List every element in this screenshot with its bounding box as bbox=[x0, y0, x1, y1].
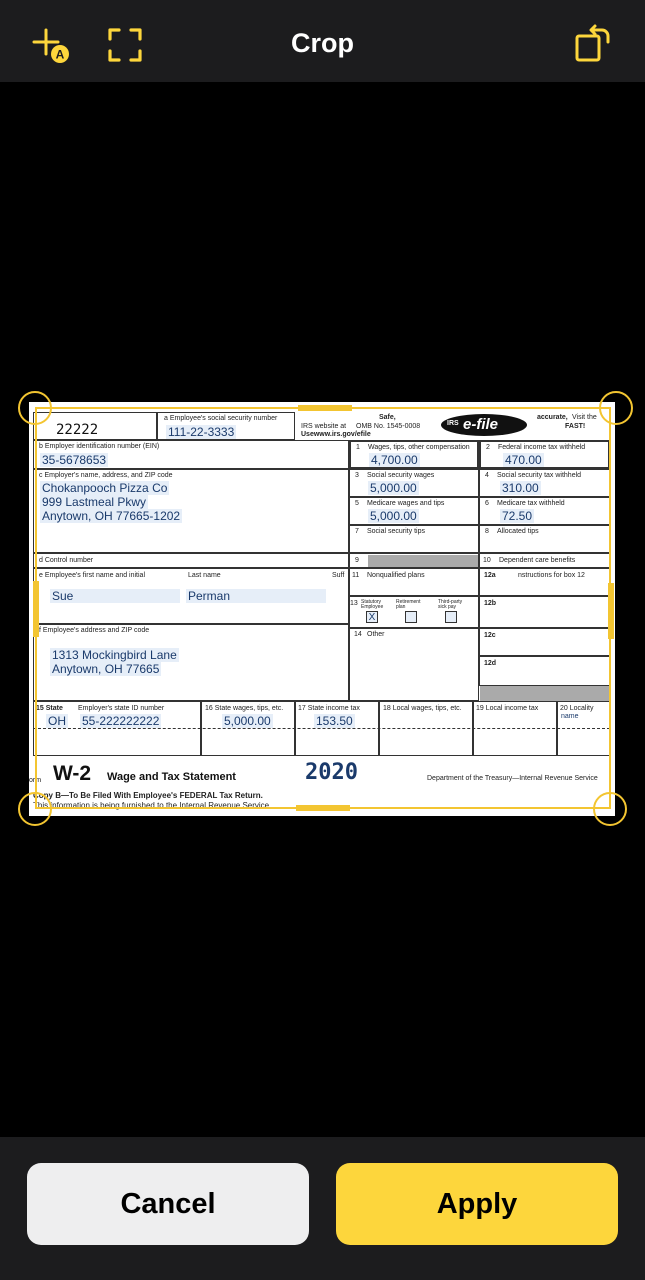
safe-label: Safe, bbox=[379, 414, 396, 421]
control-code: 22222 bbox=[56, 422, 99, 438]
first-name-label: e Employee's first name and initial bbox=[39, 572, 145, 579]
fast-label: FAST! bbox=[565, 423, 586, 430]
box12b bbox=[479, 596, 610, 628]
box3-label: Social security wages bbox=[367, 472, 435, 479]
department: Department of the Treasury—Internal Revenue Service bbox=[427, 775, 598, 782]
crop-handle-bottom-left[interactable] bbox=[18, 792, 52, 826]
box12-shade bbox=[480, 686, 609, 701]
crop-handle-bottom-right[interactable] bbox=[593, 792, 627, 826]
box7 bbox=[349, 525, 479, 553]
box12a-label: 12a bbox=[484, 572, 496, 579]
box5-label: Medicare wages and tips bbox=[367, 500, 445, 507]
box10 bbox=[479, 553, 610, 568]
thirdparty-checkbox bbox=[445, 611, 457, 623]
box14-label: Other bbox=[367, 631, 385, 638]
suff-label: Suff bbox=[332, 572, 345, 579]
use-url: Usewww.irs.gov/efile bbox=[301, 431, 371, 438]
form-word: orm bbox=[29, 777, 42, 784]
box12b-label: 12b bbox=[484, 600, 497, 607]
rotate-icon[interactable] bbox=[570, 22, 616, 68]
ssn-value: 111-22-3333 bbox=[168, 425, 235, 439]
box11-num: 11 bbox=[352, 572, 360, 579]
state-id-value: 55-222222222 bbox=[82, 714, 160, 728]
box10-label: Dependent care benefits bbox=[499, 557, 576, 564]
crop-edge-top[interactable] bbox=[298, 405, 352, 411]
box5-num: 5 bbox=[355, 500, 359, 507]
box13 bbox=[349, 596, 479, 628]
employer-box bbox=[33, 469, 349, 553]
box3-num: 3 bbox=[355, 472, 359, 479]
efile-text: e-file bbox=[463, 416, 499, 433]
box8-num: 8 bbox=[485, 528, 489, 535]
box9 bbox=[349, 553, 479, 568]
box2-num: 2 bbox=[486, 444, 490, 451]
employer-city: Anytown, OH 77665-1202 bbox=[42, 509, 181, 523]
page-title: Crop bbox=[291, 28, 354, 58]
ein-value: 35-5678653 bbox=[42, 453, 107, 467]
employee-address-box bbox=[33, 624, 349, 701]
box1-num: 1 bbox=[356, 444, 360, 451]
employer-name: Chokanpooch Pizza Co bbox=[42, 481, 168, 495]
furnished-note: This information is being furnished to the Internal Revenue Service. bbox=[33, 801, 272, 810]
box18-label: 18 Local wages, tips, etc. bbox=[383, 705, 462, 712]
box6-num: 6 bbox=[485, 500, 489, 507]
box12c-label: 12c bbox=[484, 632, 496, 639]
employer-label: c Employer's name, address, and ZIP code bbox=[39, 472, 173, 479]
box11 bbox=[349, 568, 479, 596]
w2-document bbox=[29, 402, 615, 816]
crop-edge-right[interactable] bbox=[608, 583, 614, 639]
employer-street: 999 Lastmeal Pkwy bbox=[42, 495, 147, 509]
crop-edge-bottom[interactable] bbox=[296, 805, 350, 811]
ein-box bbox=[33, 440, 349, 469]
box12d-label: 12d bbox=[484, 660, 497, 667]
state-value: OH bbox=[48, 714, 66, 728]
box9-shade bbox=[368, 555, 478, 567]
form-title: Wage and Tax Statement bbox=[107, 771, 236, 783]
ein-label: b Employer identification number (EIN) bbox=[39, 443, 160, 450]
box13-statutory: Statutory Employee bbox=[361, 599, 384, 610]
box2-value: 470.00 bbox=[505, 453, 542, 467]
employee-city: Anytown, OH 77665 bbox=[52, 662, 160, 676]
retirement-checkbox bbox=[405, 611, 417, 623]
statutory-checkbox: X bbox=[366, 611, 378, 623]
crop-edge-left[interactable] bbox=[33, 581, 39, 637]
box13-retirement: Retirement plan bbox=[396, 599, 421, 610]
box16-value: 5,000.00 bbox=[224, 714, 271, 728]
box17-value: 153.50 bbox=[316, 714, 353, 728]
control-number-box bbox=[33, 553, 349, 568]
box14 bbox=[349, 628, 479, 701]
box3 bbox=[349, 469, 479, 497]
box11-label: Nonqualified plans bbox=[367, 572, 425, 579]
crop-handle-top-right[interactable] bbox=[599, 391, 633, 425]
box7-label: Social security tips bbox=[367, 528, 425, 535]
box20-name: name bbox=[561, 713, 579, 720]
box9-num: 9 bbox=[355, 557, 359, 564]
box7-num: 7 bbox=[355, 528, 359, 535]
box6-label: Medicare tax withheld bbox=[497, 500, 565, 507]
form-name: W-2 bbox=[53, 762, 92, 785]
box4-num: 4 bbox=[485, 472, 489, 479]
box12d bbox=[479, 656, 610, 686]
visit-label: Visit the bbox=[572, 414, 597, 421]
top-bar bbox=[0, 0, 645, 82]
omb-number: OMB No. 1545-0008 bbox=[356, 423, 421, 430]
ssn-box bbox=[157, 412, 295, 440]
control-code-box bbox=[33, 412, 157, 440]
box12a-note: nstructions for box 12 bbox=[518, 572, 585, 579]
efile-logo bbox=[441, 414, 527, 436]
box20-label: 20 Locality bbox=[560, 705, 594, 712]
irs-mark: IRS bbox=[447, 420, 459, 427]
box2-label: Federal income tax withheld bbox=[498, 444, 586, 451]
state-divider bbox=[33, 728, 610, 729]
box14-num: 14 bbox=[354, 631, 362, 638]
box4-label: Social security tax withheld bbox=[497, 472, 582, 479]
box4 bbox=[479, 469, 610, 497]
box1 bbox=[349, 440, 479, 469]
box13-num: 13 bbox=[350, 600, 358, 607]
box13-thirdparty: Third-party sick pay bbox=[438, 599, 463, 610]
box6-value: 72.50 bbox=[502, 509, 533, 523]
employee-name-box bbox=[33, 568, 349, 624]
box4-value: 310.00 bbox=[502, 481, 539, 495]
box8 bbox=[479, 525, 610, 553]
box1-label: Wages, tips, other compensation bbox=[368, 444, 470, 451]
box8-label: Allocated tips bbox=[497, 528, 539, 535]
box12c bbox=[479, 628, 610, 656]
accurate-label: accurate, bbox=[537, 414, 568, 421]
employee-address-label: f Employee's address and ZIP code bbox=[39, 627, 150, 634]
control-number-label: d Control number bbox=[39, 557, 94, 564]
box3-value: 5,000.00 bbox=[370, 481, 417, 495]
employee-street: 1313 Mockingbird Lane bbox=[52, 648, 177, 662]
box12a bbox=[479, 568, 610, 596]
tax-year: 2020 bbox=[305, 760, 358, 785]
box5 bbox=[349, 497, 479, 525]
irs-website: IRS website at bbox=[301, 423, 347, 430]
box2 bbox=[479, 440, 610, 469]
box19-label: 19 Local income tax bbox=[476, 705, 539, 712]
svg-text:A: A bbox=[55, 47, 65, 62]
box17-label: 17 State income tax bbox=[298, 705, 360, 712]
box1-value: 4,700.00 bbox=[371, 453, 418, 467]
last-name: Perman bbox=[186, 589, 326, 603]
box10-num: 10 bbox=[483, 557, 491, 564]
box16-label: 16 State wages, tips, etc. bbox=[205, 705, 284, 712]
box5-value: 5,000.00 bbox=[370, 509, 417, 523]
cancel-button[interactable]: Cancel bbox=[27, 1163, 309, 1245]
first-name: Sue bbox=[50, 589, 180, 603]
box15-id-label: Employer's state ID number bbox=[78, 705, 165, 712]
box15-label: 15 State bbox=[36, 705, 63, 712]
crop-handle-top-left[interactable] bbox=[18, 391, 52, 425]
apply-button[interactable]: Apply bbox=[336, 1163, 618, 1245]
copy-b: Copy B—To Be Filed With Employee's FEDERAL Tax Return. bbox=[33, 791, 263, 800]
box6 bbox=[479, 497, 610, 525]
last-name-label: Last name bbox=[188, 572, 221, 579]
ssn-label: a Employee's social security number bbox=[164, 415, 278, 422]
